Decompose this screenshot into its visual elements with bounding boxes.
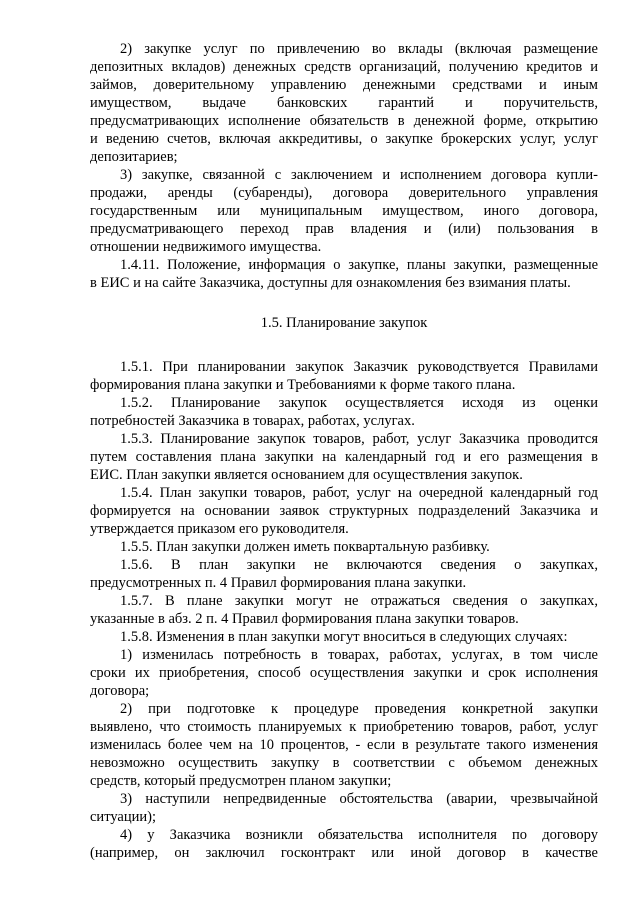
text-line: потребностей Заказчика в товарах, работах, услугах. [90, 413, 415, 429]
text-line: ЕИС. План закупки является основанием для осуществления закупок. [90, 467, 523, 483]
text-line: 2) закупке услуг по привлечению во вклады (включая размещение [120, 41, 598, 57]
text-line: 3) закупке, связанной с заключением и исполнением договора купли- [120, 167, 598, 183]
text-line: формируется на основании заявок структурных подразделений Заказчика и [90, 503, 598, 519]
text-line: предусматривающего переход прав владения и (или) пользования в [90, 221, 598, 237]
text-line: 4) у Заказчика возникли обязательства исполнителя по договору [120, 827, 598, 843]
text-line: указанные в абз. 2 п. 4 Правил формирования плана закупки товаров. [90, 611, 519, 627]
text-line: путем составления плана закупки на календарный год и его размещения в [90, 449, 598, 465]
section-heading: 1.5. Планирование закупок [260, 315, 428, 331]
text-line: займов, доверительному управлению денежными средствами и иным [90, 77, 598, 93]
text-line: сроки их приобретения, способ осуществления закупки и срок исполнения [90, 665, 598, 681]
text-line: депозитных вкладов) денежных средств организаций, получению кредитов и [90, 59, 598, 75]
text-line: 3) наступили непредвиденные обстоятельства (аварии, чрезвычайной [120, 791, 598, 807]
text-line: предусматривающих исполнение обязательств в денежной форме, открытию [90, 113, 598, 129]
text-line: средств, который предусмотрен планом закупки; [90, 773, 392, 789]
text-line: формирования плана закупки и Требованиями к форме такого плана. [90, 377, 516, 393]
text-line: 1.5.2. Планирование закупок осуществляется исходя из оценки [120, 395, 598, 411]
text-line: утверждается приказом его руководителя. [90, 521, 349, 537]
text-line: 2) при подготовке к процедуре проведения конкретной закупки [120, 701, 598, 717]
text-line: невозможно осуществить закупку в соответствии с объемом денежных [90, 755, 598, 771]
text-line: продажи, аренды (субаренды), договора доверительного управления [90, 185, 598, 201]
text-line: предусмотренных п. 4 Правил формирования плана закупки. [90, 575, 467, 591]
text-line: 1.5.4. План закупки товаров, работ, услуг на очередной календарный год [120, 485, 598, 501]
text-line: имуществом, выдаче банковских гарантий и поручительств, [90, 95, 598, 111]
text-line: государственным или муниципальным имуществом, иного договора, [90, 203, 598, 219]
text-line: 1.5.7. В плане закупки могут не отражаться сведения о закупках, [120, 593, 598, 609]
text-line: 1.5.1. При планировании закупок Заказчик руководствуется Правилами [120, 359, 598, 375]
text-line: выявлено, что стоимость планируемых к приобретению товаров, работ, услуг [90, 719, 598, 735]
text-line: депозитариев; [90, 149, 178, 165]
text-line: 1.5.5. План закупки должен иметь поквартальную разбивку. [120, 539, 490, 555]
text-line: изменилась более чем на 10 процентов, - если в результате такого изменения [90, 737, 598, 753]
text-line: 1.5.3. Планирование закупок товаров, работ, услуг Заказчика проводится [120, 431, 598, 447]
text-line: 1.5.8. Изменения в план закупки могут вноситься в следующих случаях: [120, 629, 568, 645]
text-line: договора; [90, 683, 150, 699]
text-line: в ЕИС и на сайте Заказчика, доступны для ознакомления без взимания платы. [90, 275, 571, 291]
text-line: и ведению счетов, включая аккредитивы, о закупке брокерских услуг, услуг [90, 131, 598, 147]
text-line: отношении недвижимого имущества. [90, 239, 322, 255]
text-line: (например, он заключил госконтракт или иной договор в качестве [90, 845, 598, 861]
text-line: 1.5.6. В план закупки не включаются сведения о закупках, [120, 557, 598, 573]
text-line: 1.4.11. Положение, информация о закупке, планы закупки, размещенные [120, 257, 598, 273]
text-line: 1) изменилась потребность в товарах, работах, услугах, в том числе [120, 647, 598, 663]
text-line: ситуации); [90, 809, 156, 825]
